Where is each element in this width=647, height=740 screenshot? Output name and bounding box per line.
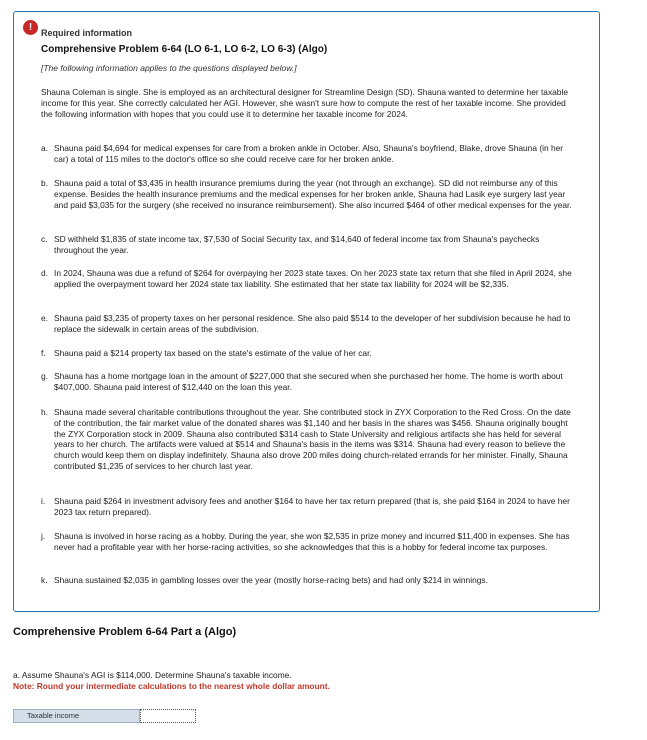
item-text: Shauna made several charitable contributions throughout the year. She contributed stock in ZYX Corporation to the Red Cross. On the date of the contribution, the fair market value of the donated shares was $1,140 and her basis in the shares was $456. Shauna originally bought the ZYX Corporation stock in 2009. Shauna also contributed $314 cash to State University and religious artifacts she has held for several years to her church. The artifacts were valued at $514 and Shauna's basis in the items was $314. Shauna had every reason to believe the church would keep them on display indefinitely. Shauna also drove 200 miles doing church-related errands for her minister. Finally, Shauna contributed $1,235 of services to her church last year. [54, 407, 571, 471]
item-text: Shauna sustained $2,035 in gambling losses over the year (mostly horse-racing bets) and had only $214 in winnings. [54, 575, 488, 585]
item-text: Shauna paid $4,694 for medical expenses for care from a broken ankle in October. Also, Shauna's boyfriend, Blake, drove Shauna (in her car) a total of 115 miles to the doctor's office so she could receive care for her broken ankle. [54, 143, 564, 164]
intro-paragraph: Shauna Coleman is single. She is employed as an architectural designer for Streamline Design (SD). Shauna wanted to determine her taxable income for this year. She correctly calculated her AGI. However, she wasn't sure how to compute the rest of her taxable income. She provided the following information with hopes that you could use it to determine her taxable income for 2024. [41, 87, 568, 119]
information-panel [13, 11, 600, 612]
applies-note: [The following information applies to the questions displayed below.] [41, 63, 297, 73]
list-item-j [41, 531, 576, 553]
list-item-f [41, 348, 576, 359]
list-item-c [41, 234, 576, 256]
item-text: Shauna has a home mortgage loan in the amount of $227,000 that she secured when she purchased her home. The home is worth about $407,000. Shauna paid interest of $12,440 on the loan this year. [54, 371, 563, 392]
required-information-label: Required information [41, 28, 133, 38]
taxable-income-input[interactable] [140, 709, 196, 723]
item-text: SD withheld $1,835 of state income tax, $7,530 of Social Security tax, and $14,640 of federal income tax from Shauna's paychecks throughout the year. [54, 234, 540, 255]
item-text: In 2024, Shauna was due a refund of $264 for overpaying her 2023 state taxes. On her 2023 state tax return that she filed in April 2024, she applied the overpayment toward her 2024 state tax liability. She estimated that her state tax liability for 2024 will be $2,335. [54, 268, 572, 289]
item-letter: g. [41, 371, 48, 381]
item-text: Shauna paid $264 in investment advisory fees and another $164 to have her tax return prepared (that is, she paid $164 in 2024 to have her 2023 tax return prepared). [54, 496, 570, 517]
item-text: Shauna paid a $214 property tax based on the state's estimate of the value of her car. [54, 348, 372, 358]
list-item-d [41, 268, 576, 290]
item-letter: b. [41, 178, 48, 188]
list-item-i [41, 496, 576, 518]
list-item-k [41, 575, 576, 586]
item-text: Shauna paid a total of $3,435 in health insurance premiums during the year (not through an exchange). SD did not reimburse any of this expense. Besides the health insurance premiums and the medical expenses for her broken ankle, Shauna had Lasik eye surgery last year and paid $3,035 for the surgery (she received no insurance reimbursement). She also incurred $464 of other medical expenses for the year. [54, 178, 572, 210]
item-letter: d. [41, 268, 48, 278]
item-letter: h. [41, 407, 48, 417]
item-letter: a. [41, 143, 48, 153]
alert-icon: ! [23, 20, 38, 35]
item-letter: k. [41, 575, 48, 585]
answer-row [13, 709, 196, 723]
rounding-note: Note: Round your intermediate calculations to the nearest whole dollar amount. [13, 681, 330, 691]
part-title: Comprehensive Problem 6-64 Part a (Algo) [13, 626, 237, 638]
item-letter: e. [41, 313, 48, 323]
list-item-g [41, 371, 576, 393]
list-item-h [41, 407, 576, 472]
taxable-income-label: Taxable income [13, 709, 140, 723]
list-item-a [41, 143, 576, 165]
item-letter: f. [41, 348, 46, 358]
item-letter: i. [41, 496, 46, 506]
item-letter: c. [41, 234, 48, 244]
item-text: Shauna paid $3,235 of property taxes on her personal residence. She also paid $514 to the developer of her subdivision because he had to replace the sidewalk in certain areas of the subdivision. [54, 313, 571, 334]
item-letter: j. [41, 531, 46, 541]
question-text: a. Assume Shauna's AGI is $114,000. Determine Shauna's taxable income. [13, 670, 292, 680]
list-item-b [41, 178, 576, 210]
problem-title: Comprehensive Problem 6-64 (LO 6-1, LO 6-2, LO 6-3) (Algo) [41, 44, 328, 55]
list-item-e [41, 313, 576, 335]
item-text: Shauna is involved in horse racing as a hobby. During the year, she won $2,535 in prize money and incurred $11,400 in expenses. She has never had a profitable year with her horse-racing activities, so she acknowledges that this is a hobby for federal income tax purposes. [54, 531, 570, 552]
